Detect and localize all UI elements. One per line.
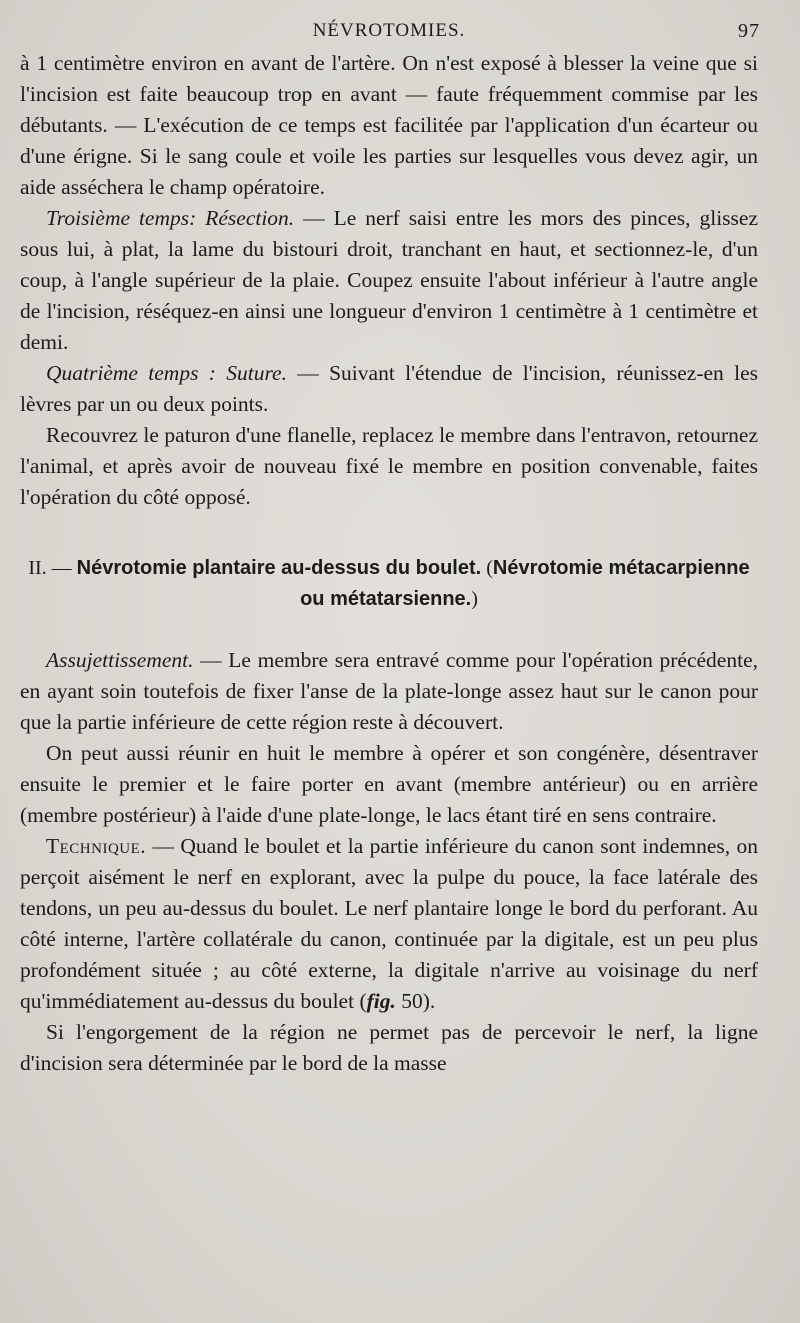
paragraph-final: Si l'engorgement de la région ne permet pas de percevoir le nerf, la ligne d'incision sera déterminée par le bord de la masse bbox=[20, 1020, 758, 1075]
paren-open: ( bbox=[481, 557, 493, 579]
paragraph-text: — Suivant l'étendue de l'incision, réunissez-en les lèvres par un ou deux points. bbox=[20, 361, 759, 416]
paragraph-fourth-step bbox=[20, 358, 758, 420]
body-text bbox=[20, 48, 758, 1079]
page-number: 97 bbox=[738, 20, 760, 42]
paragraph-alternative: On peut aussi réunir en huit le membre à opérer et son congénère, désentraver ensuite le premier et le faire porter en avant (membre antérieur) ou en arrière (membre postérieur) à l'aide d'une plate-longe, le lacs étant tiré en sens contraire. bbox=[20, 741, 758, 827]
run-in-heading: Quatrième temps : Suture. bbox=[46, 361, 287, 385]
paragraph-third-step bbox=[20, 203, 758, 358]
running-title: NÉVROTOMIES. bbox=[312, 20, 466, 41]
figure-reference-tail: 50). bbox=[395, 989, 436, 1013]
run-in-heading: Assujettissement. bbox=[46, 648, 194, 672]
section-title: Névrotomie plantaire au-dessus du boulet. bbox=[76, 557, 482, 579]
paragraph-restraint bbox=[20, 645, 758, 738]
figure-reference: fig. bbox=[366, 989, 396, 1013]
paren-close: ) bbox=[471, 588, 478, 610]
paragraph-technique bbox=[20, 831, 758, 1017]
section-subtitle: Névrotomie métacarpienne ou métatarsienne. bbox=[300, 557, 750, 610]
run-in-heading: Troisième temps: Résection. bbox=[46, 206, 295, 230]
paragraph-text: — Le membre sera entravé comme pour l'opération précédente, en ayant soin toutefois de fixer l'anse de la plate-longe assez haut sur le canon pour que la partie inférieure de cette région reste à découvert. bbox=[20, 648, 758, 734]
paragraph-closing: Recouvrez le paturon d'une flanelle, replacez le membre dans l'entravon, retournez l'animal, et après avoir de nouveau fixé le membre en position convenable, faites l'opération du côté opposé. bbox=[20, 423, 758, 509]
section-heading bbox=[20, 553, 758, 615]
section-number: II. — bbox=[28, 557, 77, 579]
paragraph-continuation: à 1 centimètre environ en avant de l'artère. On n'est exposé à blesser la veine que si l'incision est faite beaucoup trop en avant — faute fréquemment commise par les débutants. — L'exécution de ce temps est facilitée par l'application d'un écarteur ou d'une érigne. Si le sang coule et voile les parties sur lesquelles vous devez agir, un aide asséchera le champ opératoire. bbox=[20, 51, 758, 199]
paragraph-text: — Le nerf saisi entre les mors des pinces, glissez sous lui, à plat, la lame du bistouri droit, tranchant en haut, et sectionnez-le, d'un coup, à l'angle supérieur de la plaie. Coupez ensuite l'about inférieur à l'autre angle de l'incision, réséquez-en ainsi une longueur d'environ 1 centimètre à 1 centimètre et demi. bbox=[20, 206, 758, 354]
run-in-heading: Technique. bbox=[46, 834, 147, 858]
paragraph-text: — Quand le boulet et la partie inférieure du canon sont indemnes, on perçoit aisément le nerf en explorant, avec la pulpe du pouce, la face latérale des tendons, un peu au-dessus du boulet. Le nerf plantaire longe le bord du perforant. Au côté interne, l'artère collatérale du canon, continuée par la digitale, est un peu plus profondément située ; au côté externe, la digitale n'arrive au voisinage du nerf qu'immédiatement au-dessus du boulet ( bbox=[20, 834, 758, 1013]
running-header bbox=[20, 14, 758, 48]
